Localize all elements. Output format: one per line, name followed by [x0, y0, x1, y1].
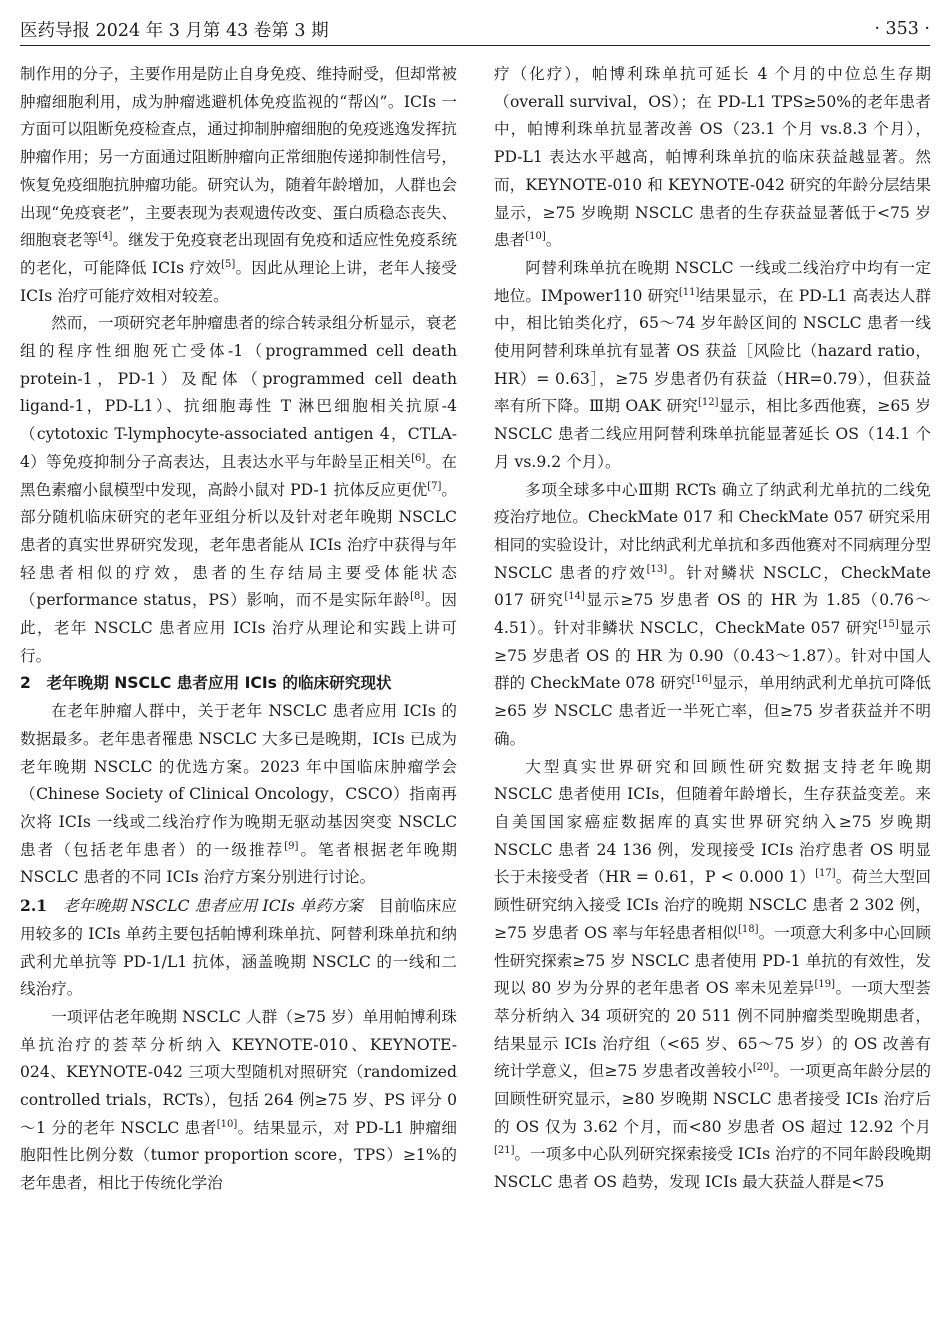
left-column: [20, 61, 457, 1198]
text-run: 大型真实世界研究和回顾性研究数据支持老年晚期 NSCLC 患者使用 ICIs，但随着年龄增长，生存获益变差。来自美国国家癌症数据库的真实世界研究纳入≥75 岁晚期 NSCLC 患者 24 136 例，发现接受 ICIs 治疗患者 OS 明显长于未接受者（HR = 0.61，P < 0.000 1）: [494, 757, 931, 887]
text-run: 显示，相比多西他赛，≥65 岁 NSCLC 患者二线应用阿替利珠单抗能显著延长 OS（14.1 个月 vs.9.2 个月）。: [494, 397, 931, 471]
citation-ref: [21]: [494, 1145, 515, 1157]
citation-ref: [11]: [678, 286, 700, 298]
text-run: 疗（化疗），帕博利珠单抗可延长 4 个月的中位总生存期（overall survival，OS）；在 PD-L1 TPS≥50%的老年患者中，帕博利珠单抗显著改善 OS（23.1 个月 vs.8.3 个月），PD-L1 表达水平越高，帕博利珠单抗的临床获益越显著。然而，KEYNOTE-010 和 KEYNOTE-042 研究的年龄分层结果显示，≥75 岁晚期 NSCLC 患者的生存获益显著低于<75 岁患者: [494, 65, 931, 250]
citation-ref: [13]: [646, 563, 668, 575]
citation-ref: [6]: [411, 452, 426, 464]
citation-ref: [20]: [752, 1062, 774, 1074]
text-run: 显示≥75 岁患者 OS 的 HR 为 1.85（0.76～4.51）。针对非鳞状 NSCLC，CheckMate 057 研究: [494, 591, 931, 638]
running-header: [20, 14, 930, 44]
citation-ref: [18]: [737, 923, 759, 935]
section-heading: 2 老年晚期 NSCLC 患者应用 ICIs 的临床研究现状: [20, 674, 392, 693]
journal-title: 医药导报 2024 年 3 月第 43 卷第 3 期: [20, 20, 329, 41]
citation-ref: [15]: [878, 618, 899, 630]
text-run: 显示，单用纳武利尤单抗可降低≥65 岁 NSCLC 患者近一半死亡率，但≥75 岁者获益并不明确。: [494, 674, 931, 748]
text-run: 。针对鳞状 NSCLC，CheckMate 017 研究: [494, 563, 931, 610]
text-run: 。一项意大利多中心回顾性研究探索≥75 岁 NSCLC 患者使用 PD-1 单抗的有效性，发现以 80 岁为分界的老年患者 OS 率未见差异: [494, 923, 931, 998]
paragraph: [20, 698, 457, 892]
citation-ref: [5]: [221, 258, 236, 270]
citation-ref: [10]: [216, 1118, 238, 1130]
paragraph: [494, 255, 931, 477]
citation-ref: [8]: [410, 591, 425, 603]
text-run: 结果显示，在 PD-L1 高表达人群中，相比铂类化疗，65～74 岁年龄区间的 NSCLC 患者一线使用阿替利珠单抗有显著 OS 获益［风险比（hazard ratio，HR）= 0.63］，≥75 岁患者仍有获益（HR=0.79），但获益率有所下降。Ⅲ期 OAK 研究: [494, 286, 931, 416]
text-run: 显示≥75 岁患者 OS 的 HR 为 0.90（0.43～1.87）。针对中国人群的 CheckMate 078 研究: [494, 619, 931, 693]
text-run: 。: [545, 231, 562, 250]
page-number: · 353 ·: [874, 19, 930, 39]
text-run: 。因此，老年 NSCLC 患者应用 ICIs 治疗从理论和实践上讲可行。: [20, 591, 457, 665]
paragraph: [20, 1004, 457, 1198]
citation-ref: [9]: [284, 840, 299, 852]
citation-ref: [4]: [98, 231, 113, 243]
text-run: 。荷兰大型回顾性研究纳入接受 ICIs 治疗的晚期 NSCLC 患者 2 302 例，≥75 岁患者 OS 率与年轻患者相似: [494, 868, 931, 942]
citation-ref: [17]: [815, 868, 836, 880]
paragraph: [494, 477, 931, 754]
text-run: 目前临床应用较多的 ICIs 单药主要包括帕博利珠单抗、阿替利珠单抗和纳武利尤单抗等 PD-1/L1 抗体，涵盖晚期 NSCLC 的一线和二线治疗。: [20, 897, 457, 999]
paragraph: [20, 61, 457, 310]
text-run: 。结果显示，对 PD-L1 肿瘤细胞阳性比例分数（tumor proportion score，TPS）≥1%的老年患者，相比于传统化学治: [20, 1118, 457, 1193]
subsection-title: 老年晚期 NSCLC 患者应用 ICIs 单药方案: [63, 897, 363, 916]
text-run: 一项评估老年晚期 NSCLC 人群（≥75 岁）单用帕博利珠单抗治疗的荟萃分析纳入 KEYNOTE-010、KEYNOTE-024、KEYNOTE-042 三项大型随机对照研究（randomized controlled trials，RCTs），包括 264 例≥75 岁、PS 评分 0～1 分的老年 NSCLC 患者: [20, 1007, 457, 1137]
text-run: 。在黑色素瘤小鼠模型中发现，高龄小鼠对 PD-1 抗体反应更优: [20, 452, 457, 499]
text-run: 。笔者根据老年晚期 NSCLC 患者的不同 ICIs 治疗方案分别进行讨论。: [20, 840, 457, 887]
text-run: 然而，一项研究老年肿瘤患者的综合转录组分析显示，衰老组的程序性细胞死亡受体-1（programmed cell death protein-1，PD-1）及配体（programmed cell death ligand-1，PD-L1）、抗细胞毒性 T 淋巴细胞相关抗原-4（cytotoxic T-lymphocyte-associated antigen 4，CTLA-4）等免疫抑制分子高表达，且表达水平与年龄呈正相关: [20, 314, 457, 471]
paragraph: [494, 754, 931, 1197]
citation-ref: [10]: [525, 231, 546, 243]
text-run: 。一项更高年龄分层的回顾性研究显示，≥80 岁晚期 NSCLC 患者接受 ICIs 治疗后的 OS 仅为 3.62 个月，而<80 岁患者 OS 超过 12.92 个月: [494, 1062, 931, 1136]
text-run: 。因此从理论上讲，老年人接受 ICIs 治疗可能疗效相对较差。: [20, 258, 457, 305]
text-run: 。部分随机临床研究的老年亚组分析以及针对老年晚期 NSCLC 患者的真实世界研究发现，老年患者能从 ICIs 治疗中获得与年轻患者相似的疗效，患者的生存结局主要受体能状态（performance status，PS）影响，而不是实际年龄: [20, 480, 457, 610]
text-run: 。继发于免疫衰老出现固有免疫和适应性免疫系统的老化，可能降低 ICIs 疗效: [20, 231, 457, 277]
text-run: 制作用的分子，主要作用是防止自身免疫、维持耐受，但却常被肿瘤细胞利用，成为肿瘤逃避机体免疫监视的“帮凶”。ICIs 一方面可以阻断免疫检查点，通过抑制肿瘤细胞的免疫逃逸发挥抗肿瘤作用；另一方面通过阻断肿瘤向正常细胞传递抑制性信号，恢复免疫细胞抗肿瘤功能。研究认为，随着年龄增加，人群也会出现“免疫衰老”，主要表现为表观遗传改变、蛋白质稳态丧失、细胞衰老等: [20, 65, 457, 250]
text-run: 阿替利珠单抗在晚期 NSCLC 一线或二线治疗中均有一定地位。IMpower110 研究: [494, 258, 931, 305]
text-run: 多项全球多中心Ⅲ期 RCTs 确立了纳武利尤单抗的二线免疫治疗地位。CheckMate 017 和 CheckMate 057 研究采用相同的实验设计，对比纳武利尤单抗和多西他赛对不同病理分型 NSCLC 患者的疗效: [494, 480, 931, 582]
subsection-number: 2.1: [20, 896, 48, 916]
text-run: 。一项大型荟萃分析纳入 34 项研究的 20 511 例不同肿瘤类型晚期患者，结果显示 ICIs 治疗组（<65 岁、65～75 岁）的 OS 改善有统计学意义，但≥75 岁患者改善较小: [494, 979, 931, 1081]
paragraph: [494, 61, 931, 255]
citation-ref: [16]: [691, 674, 713, 686]
text-run: 在老年肿瘤人群中，关于老年 NSCLC 患者应用 ICIs 的数据最多。老年患者罹患 NSCLC 大多已是晚期，ICIs 已成为老年晚期 NSCLC 的优选方案。2023 年中国临床肿瘤学会（Chinese Society of Clinical Oncology，CSCO）指南再次将 ICIs 一线或二线治疗作为晚期无驱动基因突变 NSCLC 患者（包括老年患者）的一级推荐: [20, 702, 457, 859]
right-column: [494, 61, 931, 1197]
subsection-heading: [20, 896, 363, 915]
citation-ref: [14]: [564, 591, 585, 603]
citation-ref: [12]: [698, 397, 719, 409]
header-rule: [20, 45, 930, 46]
text-run: 。一项多中心队列研究探索接受 ICIs 治疗的不同年龄段晚期 NSCLC 患者 OS 趋势，发现 ICIs 最大获益人群是<75: [494, 1145, 931, 1192]
citation-ref: [7]: [427, 480, 442, 492]
paragraph: [20, 310, 457, 670]
citation-ref: [19]: [814, 979, 836, 991]
